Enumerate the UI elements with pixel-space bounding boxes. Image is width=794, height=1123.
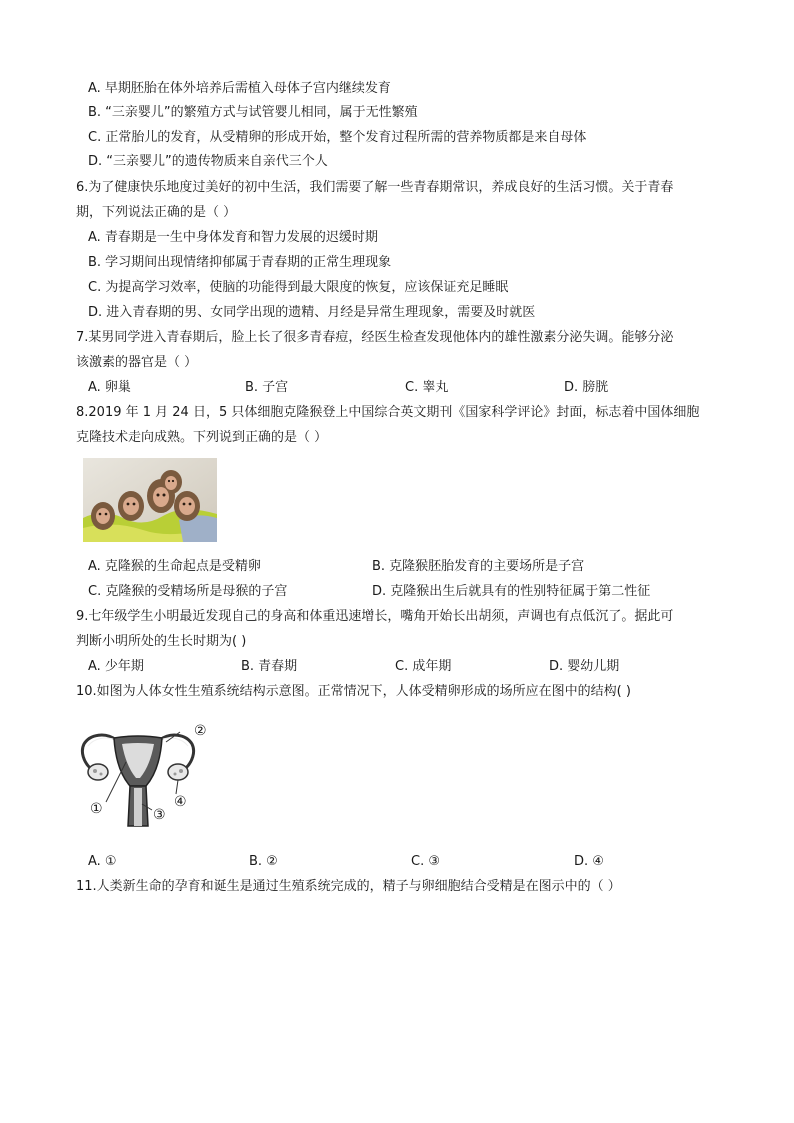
- q7-option-b: B. 子宫: [245, 380, 289, 395]
- q7-option-c: C. 睾丸: [405, 380, 449, 395]
- q6-option-b: B. 学习期间出现情绪抑郁属于青春期的正常生理现象: [88, 255, 392, 270]
- diagram-label-3: ③: [153, 807, 166, 823]
- q6-stem-line2: 期，下列说法正确的是（ ）: [76, 205, 237, 220]
- q10-stem: 10.如图为人体女性生殖系统结构示意图。正常情况下，人体受精卵形成的场所应在图中的结构( ): [76, 684, 631, 699]
- q6-option-d: D. 进入青春期的男、女同学出现的遗精、月经是异常生理现象，需要及时就医: [88, 305, 536, 320]
- diagram-label-4: ④: [174, 794, 187, 810]
- q6-option-c: C. 为提高学习效率，使脑的功能得到最大限度的恢复，应该保证充足睡眠: [88, 280, 509, 295]
- q9-option-c: C. 成年期: [395, 659, 452, 674]
- q9-option-a: A. 少年期: [88, 659, 144, 674]
- q8-stem-line2: 克隆技术走向成熟。下列说到正确的是（ ）: [76, 430, 328, 445]
- q5-option-a: A. 早期胚胎在体外培养后需植入母体子宫内继续发育: [88, 81, 391, 96]
- q7-option-d: D. 膀胱: [564, 380, 609, 395]
- q10-option-d: D. ④: [574, 854, 604, 869]
- q8-stem-line1: 8.2019 年 1 月 24 日，5 只体细胞克隆猴登上中国综合英文期刊《国家科学评论》封面，标志着中国体细胞: [76, 405, 700, 420]
- q5-option-c: C. 正常胎儿的发育，从受精卵的形成开始，整个发育过程所需的营养物质都是来自母体: [88, 130, 587, 145]
- q5-option-d: D. “三亲婴儿”的遗传物质来自亲代三个人: [88, 154, 328, 169]
- diagram-label-2: ②: [194, 723, 207, 739]
- q9-stem-line2: 判断小明所处的生长时期为( ): [76, 634, 247, 649]
- q8-option-a: A. 克隆猴的生命起点是受精卵: [88, 559, 261, 574]
- q8-option-b: B. 克隆猴胚胎发育的主要场所是子宫: [372, 559, 585, 574]
- q11-stem: 11.人类新生命的孕育和诞生是通过生殖系统完成的，精子与卵细胞结合受精是在图示中的（ ）: [76, 879, 621, 894]
- q10-option-b: B. ②: [249, 854, 278, 869]
- female-reproductive-system-diagram: [76, 718, 216, 830]
- cloned-monkeys-photo: [83, 458, 217, 542]
- q10-option-c: C. ③: [411, 854, 440, 869]
- q9-option-b: B. 青春期: [241, 659, 298, 674]
- q7-stem-line2: 该激素的器官是（ ）: [76, 355, 198, 370]
- q6-stem-line1: 6.为了健康快乐地度过美好的初中生活，我们需要了解一些青春期常识，养成良好的生活习惯。关于青春: [76, 180, 674, 195]
- q9-stem-line1: 9.七年级学生小明最近发现自己的身高和体重迅速增长，嘴角开始长出胡须，声调也有点低沉了。据此可: [76, 609, 674, 624]
- q8-option-d: D. 克隆猴出生后就具有的性别特征属于第二性征: [372, 584, 651, 599]
- q10-option-a: A. ①: [88, 854, 117, 869]
- q9-option-d: D. 婴幼儿期: [549, 659, 620, 674]
- q5-option-b: B. “三亲婴儿”的繁殖方式与试管婴儿相同，属于无性繁殖: [88, 105, 418, 120]
- q8-option-c: C. 克隆猴的受精场所是母猴的子宫: [88, 584, 288, 599]
- q6-option-a: A. 青春期是一生中身体发育和智力发展的迟缓时期: [88, 230, 378, 245]
- q7-option-a: A. 卵巢: [88, 380, 131, 395]
- diagram-label-1: ①: [90, 801, 103, 817]
- q7-stem-line1: 7.某男同学进入青春期后，脸上长了很多青春痘，经医生检查发现他体内的雄性激素分泌失调。能够分泌: [76, 330, 674, 345]
